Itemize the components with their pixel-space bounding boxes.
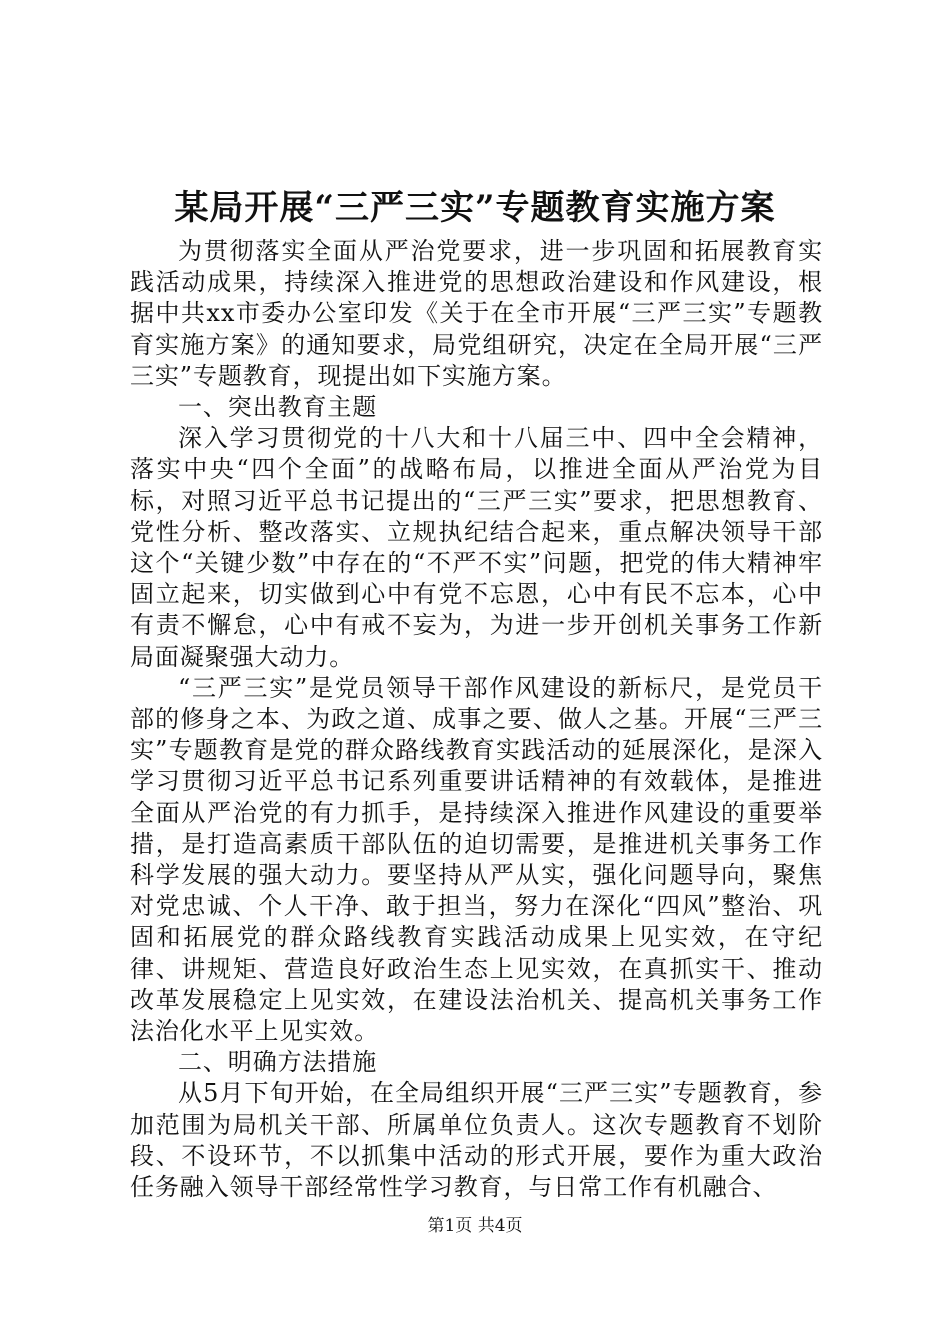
paragraph-section1-b: “三严三实”是党员领导干部作风建设的新标尺，是党员干部的修身之本、为政之道、成事之要、做人之基。开展“三严三实”专题教育是党的群众路线教育实践活动的延展深化，是深入学习贯彻习近平总书记系列重要讲话精神的有效载体，是推进全面从严治党的有力抓手，是持续深入推进作风建设的重要举措，是打造高素质干部队伍的迫切需要，是推进机关事务工作科学发展的强大动力。要坚持从严从实，强化问题导向，聚焦对党忠诚、个人干净、敢于担当，努力在深化“四风”整治、巩固和拓展党的群众路线教育实践活动成果上见实效，在守纪律、讲规矩、营造良好政治生态上见实效，在真抓实干、推动改革发展稳定上见实效，在建设法治机关、提高机关事务工作法治化水平上见实效。 xyxy=(130,673,823,1046)
paragraph-intro: 为贯彻落实全面从严治党要求，进一步巩固和拓展教育实践活动成果，持续深入推进党的思想政治建设和作风建设，根据中共xx市委办公室印发《关于在全市开展“三严三实”专题教育实施方案》的通知要求，局党组研究，决定在全局开展“三严三实”专题教育，现提出如下实施方案。 xyxy=(130,237,823,390)
document-body xyxy=(130,236,823,1203)
section-heading-1: 一、突出教育主题 xyxy=(178,393,378,422)
paragraph-section1-a: 深入学习贯彻党的十八大和十八届三中、四中全会精神，落实中央“四个全面”的战略布局，以推进全面从严治党为目标，对照习近平总书记提出的“三严三实”要求，把思想教育、党性分析、整改落实、立规执纪结合起来，重点解决领导干部这个“关键少数”中存在的“不严不实”问题，把党的伟大精神牢固立起来，切实做到心中有党不忘恩，心中有民不忘本，心中有责不懈怠，心中有戒不妄为，为进一步开创机关事务工作新局面凝聚强大动力。 xyxy=(130,424,823,671)
section-heading-2: 二、明确方法措施 xyxy=(178,1048,378,1077)
document-title: 某局开展“三严三实”专题教育实施方案 xyxy=(174,188,776,228)
paragraph-section2-a: 从5月下旬开始，在全局组织开展“三严三实”专题教育，参加范围为局机关干部、所属单位负责人。这次专题教育不划阶段、不设环节，不以抓集中活动的形式开展，要作为重大政治任务融入领导干部经常性学习教育，与日常工作有机融合、 xyxy=(130,1079,823,1202)
page-footer: 第1页 共4页 xyxy=(427,1216,523,1236)
